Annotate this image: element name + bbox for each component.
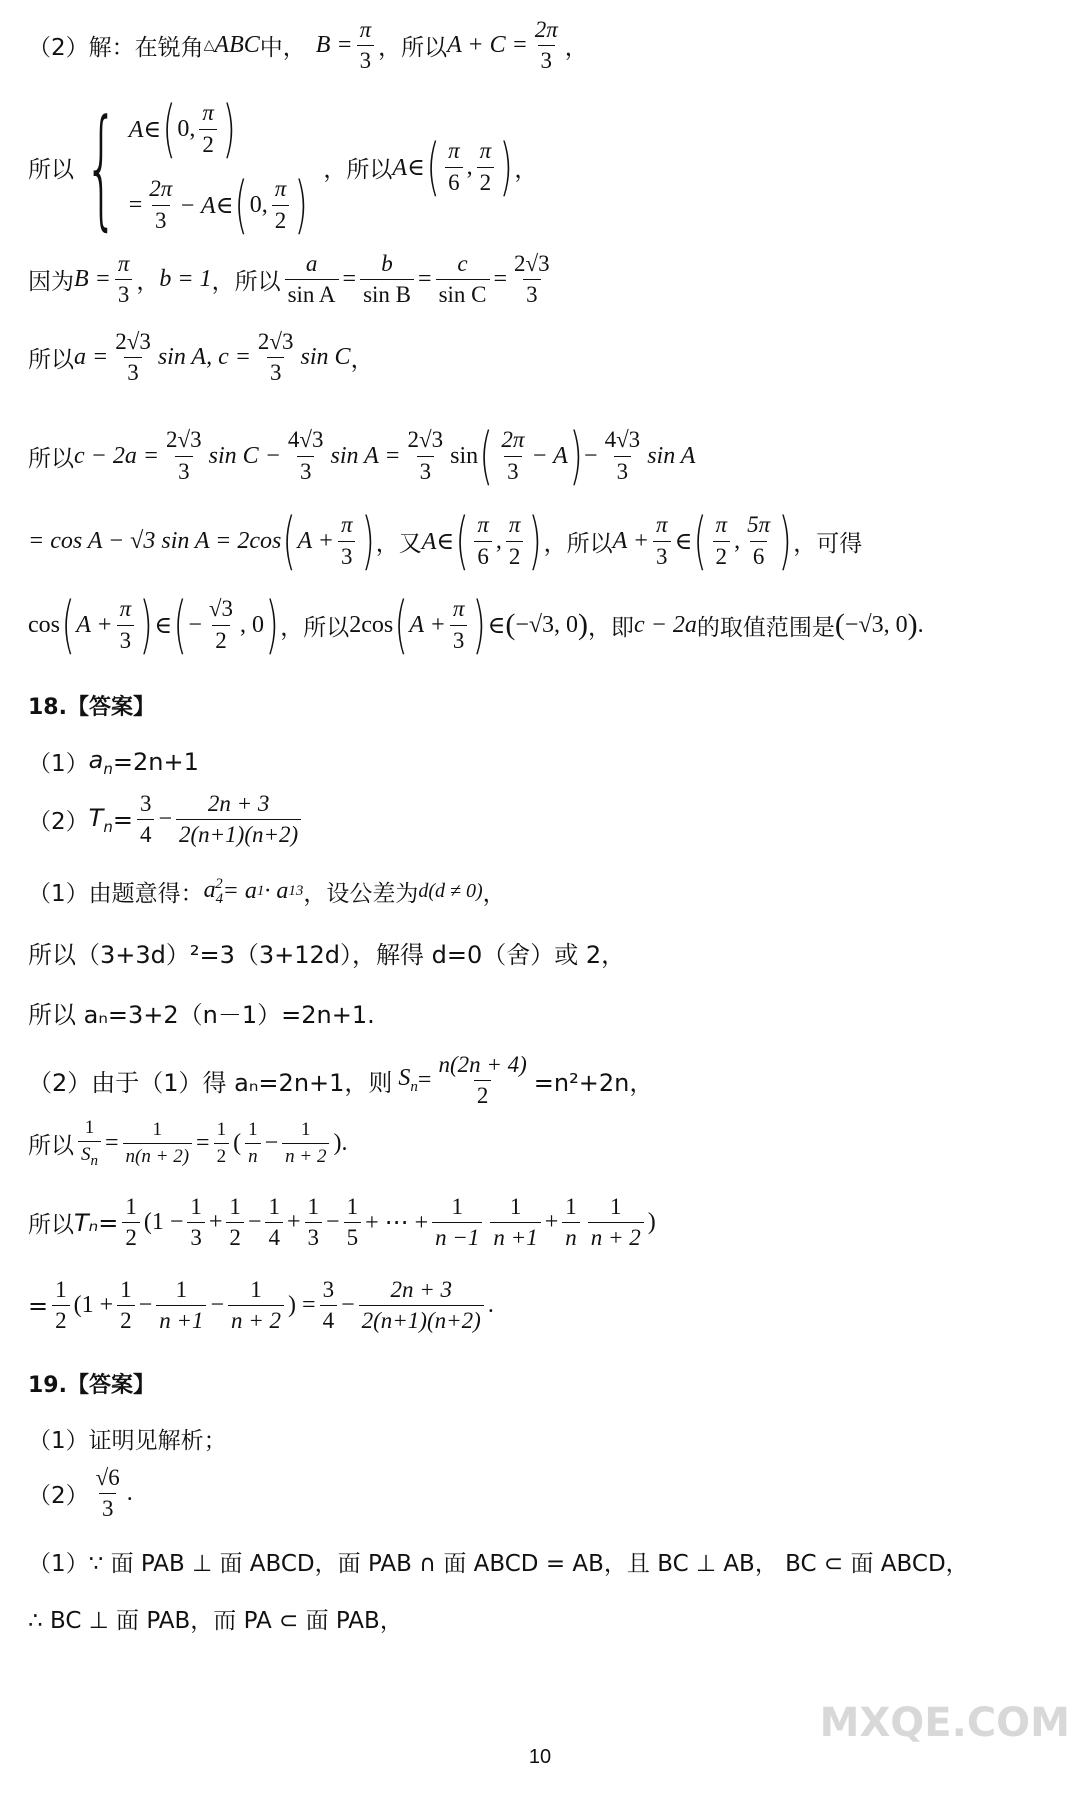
- line-4: 所以 a = $\frac{2√3}{3}$ sin A, c = $\frac{2√3}{3}$ sin C ，: [28, 329, 374, 386]
- q18-heading: 18.【答案】: [28, 695, 155, 720]
- line-5: 所以 c − 2a = $\frac{2√3}{3}$ sin C − $\frac{4√3}{3}$ sin A = $\frac{2√3}{3}$ sin ( $\frac{2\pi}{3}$ − A ) − $\frac{4√3}{3}$ sin A: [28, 419, 696, 492]
- line-6: = cos A − √3 sin A = 2cos ( A + $\frac{\pi}{3}$ ) ，又 A∈ ( $\frac{\pi}{6}$ , $\frac{\pi}{2}$ ) ，所以 A + $\frac{\pi}{3}$ ∈ ( $\frac{\pi}{2}$ , $\frac{5\pi}{6}$ ) ，可得: [28, 504, 863, 577]
- line-2-system: 所以 { A∈ ( 0, $\frac{\pi}{2}$ ) = $\frac{2\pi}{3}$ − A∈ ( 0, $\frac{\pi}{2}$ ) ，所以 A∈ ( $\frac{\pi}{6}$ , $\frac{\pi}{2}$ ) ，: [28, 91, 538, 243]
- q18-step-2: 所以（3+3d）²=3（3+12d），解得 d=0（舍）或 2，: [28, 941, 626, 969]
- q19-step-2: ∴ BC ⊥ 面 PAB，而 PA ⊂ 面 PAB，: [28, 1608, 403, 1634]
- q18-step-5: 所以 $\frac{1}{S_n}$ = $\frac{1}{n(n + 2)}$ = $\frac{1}{2}$ ( $\frac{1}{n}$ − $\frac{1}{n + 2}$ ).: [28, 1117, 348, 1169]
- page-number: 10: [528, 1746, 552, 1768]
- q19-answer-1: （1）证明见解析；: [28, 1428, 227, 1454]
- q18-step-4: （2）由于（1）得 aₙ=2n+1，则 $S_n$ = $\frac{n(2n + 4)}{2}$ =n²+2n，: [28, 1052, 654, 1109]
- q18-step-6: 所以 Tₙ= $\frac{1}{2}$ (1 − $\frac{1}{3}$ + $\frac{1}{2}$ − $\frac{1}{4}$ + $\frac{1}{3}$ − $\frac{1}{5}$ + ⋯ + $\frac{1}{n -1}$ $\frac{1}{n +1}$ + $\frac{1}{n}$ $\frac{1}{n + 2}$ ): [28, 1194, 656, 1251]
- q18-step-7: = $\frac{1}{2}$ (1 + $\frac{1}{2}$ − $\frac{1}{n +1}$ − $\frac{1}{n + 2}$ ) = $\frac{3}{4}$ − $\frac{2n + 3}{2(n+1)(n+2)}$ .: [28, 1277, 494, 1334]
- frac-pi-3: $\frac{\pi}{3}$: [357, 18, 375, 73]
- line-3: 因为 B = $\frac{\pi}{3}$ ， b = 1 ，所以 $\frac{a}{\text{sin A}}$ = $\frac{b}{\text{sin B}}$ = $\frac{c}{\text{sin C}}$ = $\frac{2√3}{3}$: [28, 251, 550, 308]
- q18-step-1: （1）由题意得： $a_4^2$ = a 1 · a 13 ，设公差为 d(d ≠ 0) ，: [28, 875, 506, 907]
- q18-answer-1: （1） $a_n$ =2n+1: [28, 745, 199, 778]
- line-7: cos ( A + $\frac{\pi}{3}$ ) ∈ ( − $\frac{√3}{2}$ , 0 ) ，所以 2cos ( A + $\frac{\pi}{3}$ ) ∈ ( −√3, 0 ) ，即 c − 2a 的取值范围是 ( −√3, 0 ) .: [28, 588, 924, 661]
- watermark-logo: MXQE.COM: [819, 1700, 1070, 1746]
- line-1: （2）解：在锐角 △ ABC 中， B = $\frac{\pi}{3}$ ，所以 A + C = $\frac{2\pi}{3}$ ，: [28, 17, 588, 74]
- q19-answer-2: （2） $\frac{√6}{3}$ .: [28, 1465, 133, 1522]
- q19-step-1: （1）∵ 面 PAB ⊥ 面 ABCD，面 PAB ∩ 面 ABCD = AB，且 BC ⊥ AB， BC ⊂ 面 ABCD，: [28, 1551, 969, 1577]
- frac-2pi-3: $\frac{2\pi}{3}$: [534, 17, 558, 74]
- left-brace: {: [84, 91, 118, 243]
- q18-answer-2: （2） $T_n$ = $\frac{3}{4}$ − $\frac{2n + 3}{2(n+1)(n+2)}$: [28, 792, 305, 847]
- q19-heading: 19.【答案】: [28, 1373, 155, 1398]
- q18-step-3: 所以 aₙ=3+2（n－1）=2n+1.: [28, 1001, 375, 1029]
